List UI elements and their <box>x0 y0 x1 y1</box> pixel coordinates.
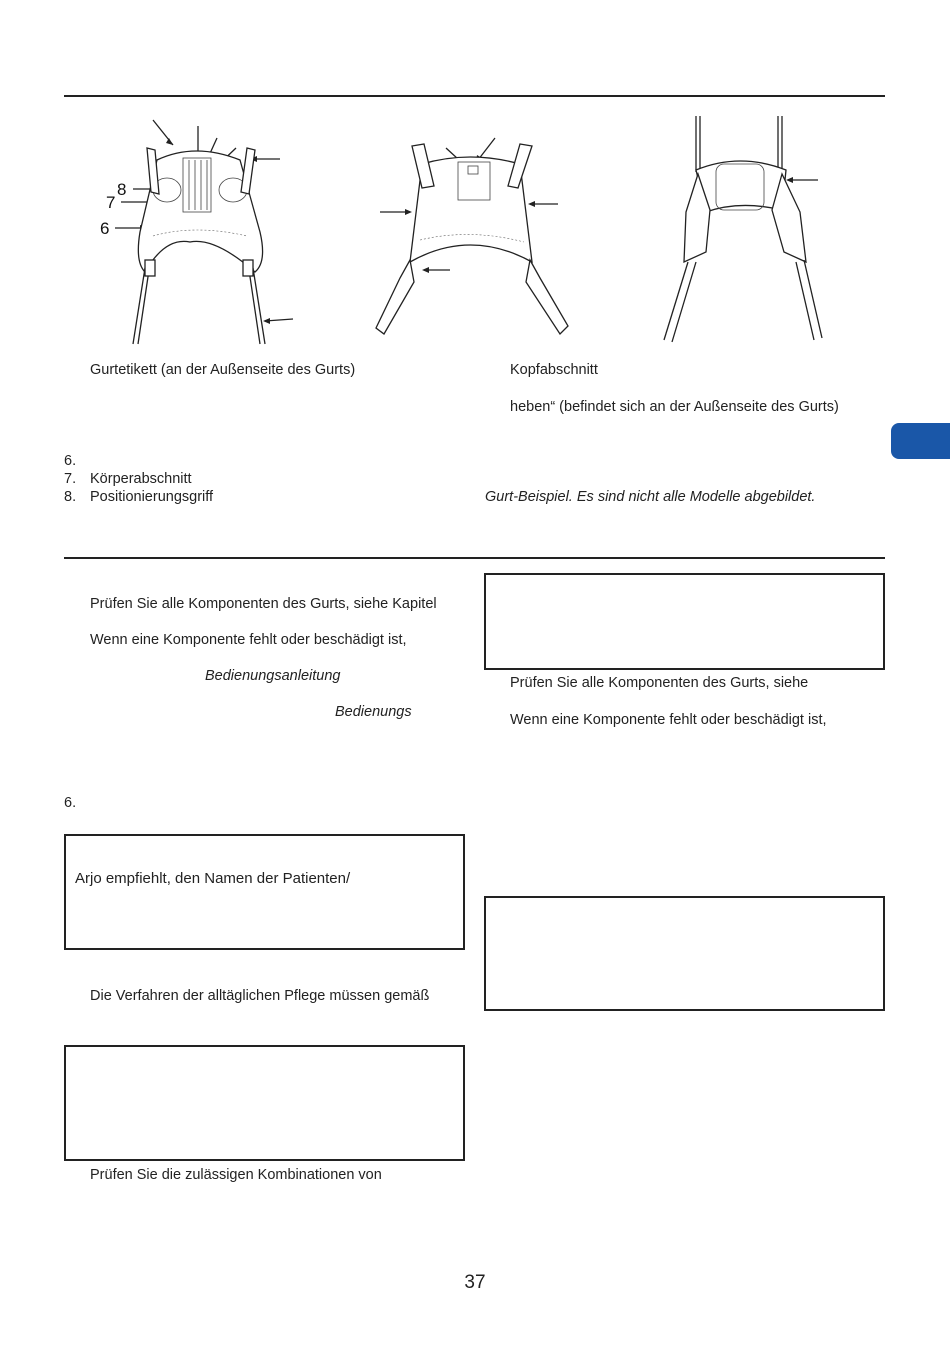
sling-illustration-2 <box>370 130 570 350</box>
page-number: 37 <box>464 1272 486 1293</box>
legend-item-8-number: 8. <box>64 489 77 505</box>
note-box-1 <box>64 834 465 950</box>
callout-8: 8 <box>117 180 127 199</box>
top-divider <box>64 95 885 97</box>
legend-item-label-line: Gurtetikett (an der Außenseite des Gurts) <box>90 362 356 378</box>
figure-caption: Gurt-Beispiel. Es sind nicht alle Modelle abgebildet. <box>485 489 816 505</box>
callout-7: 7 <box>106 193 116 212</box>
legend-item-7-number: 7. <box>64 471 77 487</box>
left-step-6: 6. <box>64 795 77 811</box>
left-manual-reference-2: Bedienungs <box>335 704 412 720</box>
left-manual-reference-1: Bedienungsanleitung <box>205 668 341 684</box>
right-check-components: Prüfen Sie alle Komponenten des Gurts, siehe <box>510 675 809 691</box>
left-missing-component: Wenn eine Komponente fehlt oder beschädigt ist, <box>90 632 407 648</box>
sling-illustration-3 <box>650 112 840 352</box>
legend-item-8-text: Positionierungsgriff <box>90 489 214 505</box>
note-box-2 <box>64 1045 465 1161</box>
legend-right-line-2: heben“ (befindet sich an der Außenseite des Gurts) <box>510 399 839 415</box>
legend-right-line-1: Kopfabschnitt <box>510 362 598 378</box>
right-missing-component: Wenn eine Komponente fehlt oder beschädigt ist, <box>510 712 827 728</box>
callout-6: 6 <box>100 219 110 238</box>
chapter-tab <box>891 423 950 459</box>
legend-item-6-number: 6. <box>64 453 77 469</box>
note-box-1-text: Arjo empfiehlt, den Namen der Patienten/ <box>75 870 351 887</box>
left-check-combinations: Prüfen Sie die zulässigen Kombinationen von <box>90 1167 382 1183</box>
left-check-components: Prüfen Sie alle Komponenten des Gurts, siehe Kapitel <box>90 596 437 612</box>
section-divider <box>64 557 885 559</box>
sling-illustration-1 <box>95 112 315 352</box>
warning-box-right-1 <box>484 573 885 670</box>
warning-box-right-2 <box>484 896 885 1011</box>
left-daily-care: Die Verfahren der alltäglichen Pflege müssen gemäß <box>90 988 430 1004</box>
legend-item-7-text: Körperabschnitt <box>90 471 192 487</box>
